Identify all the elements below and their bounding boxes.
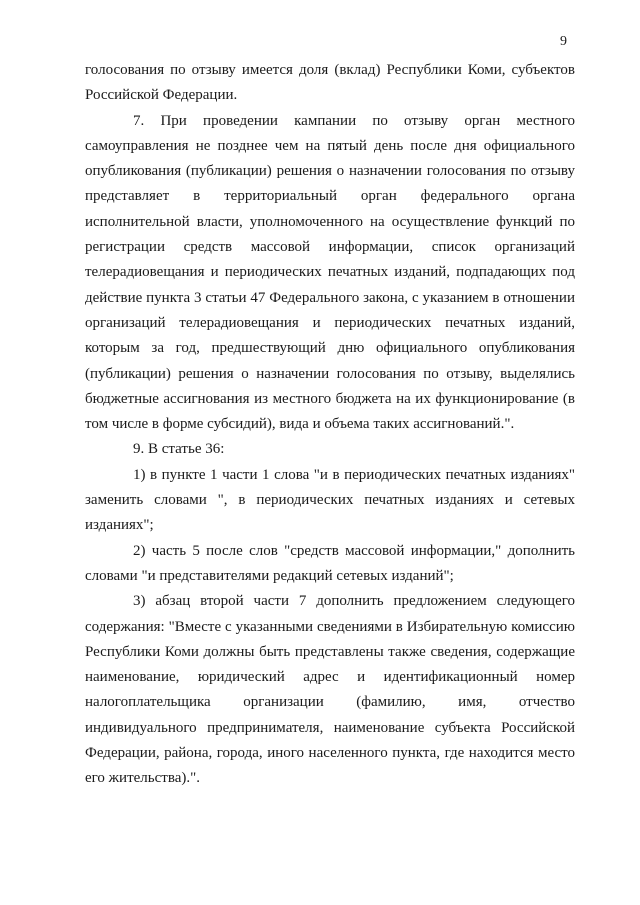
page-number: 9 xyxy=(560,34,567,49)
paragraph: голосования по отзыву имеется доля (вклад) Республики Коми, субъектов Российской Федерации. xyxy=(85,62,575,104)
paragraph: 1) в пункте 1 части 1 слова "и в периодических печатных изданиях" заменить словами ", в периодических печатных изданиях и сетевых изданиях"; xyxy=(85,466,575,534)
body-text xyxy=(85,58,575,792)
paragraph: 2) часть 5 после слов "средств массовой информации," дополнить словами "и представителями редакций сетевых изданий"; xyxy=(85,542,575,584)
paragraph: 9. В статье 36: xyxy=(133,441,225,458)
paragraph: 7. При проведении кампании по отзыву орган местного самоуправления не позднее чем на пятый день после дня официального опубликования (публикации) решения о назначении голосования по отзыву представляет в территориальный орган федерального органа исполнительной власти, уполномоченного на осуществление функций по регистрации средств массовой информации, список организаций телерадиовещания и периодических печатных изданий, подпадающих под действие пункта 3 статьи 47 Федерального закона, с указанием в отношении организаций телерадиовещания и периодических печатных изданий, которым за год, предшествующий дню официального опубликования (публикации) решения о назначении голосования по отзыву, выделялись бюджетные ассигнования из местного бюджета на их функционирование (в том числе в форме субсидий), вида и объема таких ассигнований.". xyxy=(85,112,575,433)
paragraph: 3) абзац второй части 7 дополнить предложением следующего содержания: "Вместе с указанными сведениями в Избирательную комиссию Республики Коми должны быть представлены также сведения, содержащие наименование, юридический адрес и идентификационный номер налогоплательщика организации (фамилию, имя, отчество индивидуального предпринимателя, наименование субъекта Российской Федерации, района, города, иного населенного пункта, где находится место его жительства).". xyxy=(85,593,575,787)
